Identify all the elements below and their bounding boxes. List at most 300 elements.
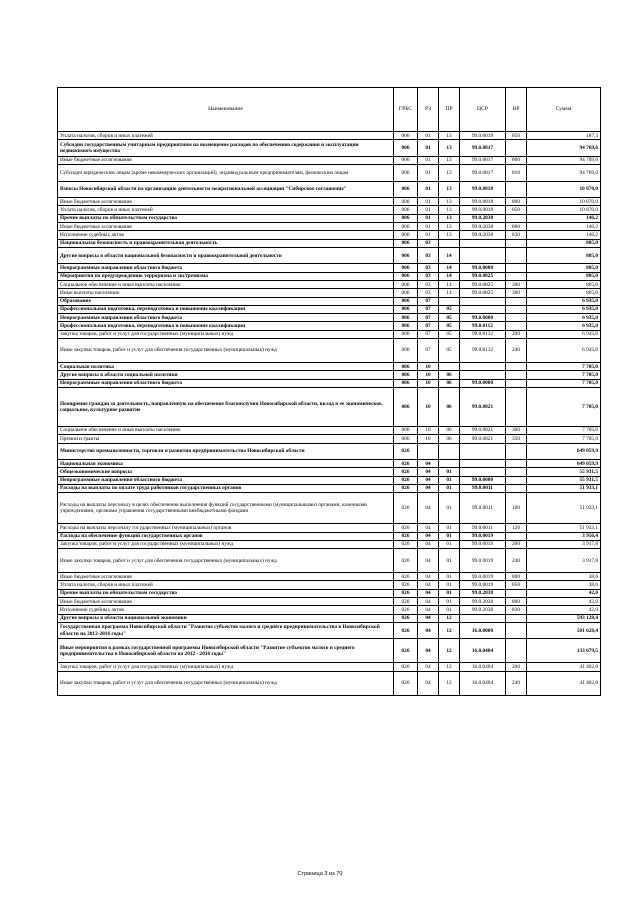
- cell-grbs: 006: [394, 132, 418, 140]
- cell-rz: 04: [418, 540, 439, 548]
- cell-name: Другие вопросы в области национальной экономики: [58, 614, 394, 622]
- cell-rz: 07: [418, 330, 439, 338]
- cell-csr: 99.0.0825: [460, 272, 506, 280]
- cell-vr: 360: [506, 289, 527, 297]
- cell-grbs: 006: [394, 280, 418, 288]
- cell-rz: 04: [418, 484, 439, 492]
- table-row: [58, 181, 601, 198]
- cell-vr: 800: [506, 222, 527, 230]
- cell-grbs: 006: [394, 435, 418, 443]
- cell-csr: 16.0.0404: [460, 663, 506, 671]
- cell-pr: 12: [439, 671, 460, 695]
- cell-csr: 99.0.0817: [460, 165, 506, 182]
- table-row: [58, 598, 601, 606]
- cell-rz: 04: [418, 663, 439, 671]
- cell-grbs: 006: [394, 339, 418, 363]
- cell-sum: 38,6: [527, 581, 601, 589]
- budget-table: [57, 87, 601, 696]
- cell-name: Взносы Новосибирской области на организацию деятельности межрегиональной ассоциации "Сибирское соглашение": [58, 181, 394, 198]
- cell-rz: 04: [418, 524, 439, 532]
- cell-rz: 10: [418, 426, 439, 434]
- cell-name: Уплата налогов, сборов и иных платежей: [58, 206, 394, 214]
- cell-csr: 99.0.0817: [460, 140, 506, 157]
- cell-name: Расходы на выплаты персоналу в целях обеспечения выполнения функций государственными (муниципальными) органами, казенными учреждениями, органами управления государственными внебюджетными фондами: [58, 493, 394, 524]
- cell-csr: [460, 363, 506, 371]
- cell-vr: 800: [506, 156, 527, 164]
- cell-csr: 99.0.0019: [460, 581, 506, 589]
- cell-rz: 07: [418, 314, 439, 322]
- cell-name: Прочие выплаты по обязательствам государства: [58, 589, 394, 597]
- cell-csr: 99.0.2038: [460, 598, 506, 606]
- table-row: [58, 443, 601, 460]
- cell-rz: 03: [418, 247, 439, 264]
- table-row: [58, 614, 601, 622]
- cell-pr: 14: [439, 289, 460, 297]
- table-row: [58, 305, 601, 313]
- cell-csr: [460, 305, 506, 313]
- cell-vr: 100: [506, 493, 527, 524]
- cell-name: Уплата налогов, сборов и иных платежей: [58, 132, 394, 140]
- table-row: [58, 247, 601, 264]
- cell-name: Непрограммные направления областного бюджета: [58, 379, 394, 387]
- cell-grbs: 026: [394, 493, 418, 524]
- cell-vr: [506, 297, 527, 305]
- table-row: [58, 206, 601, 214]
- table-row: [58, 426, 601, 434]
- cell-sum: 805,0: [527, 239, 601, 247]
- cell-grbs: 006: [394, 426, 418, 434]
- cell-pr: 01: [439, 581, 460, 589]
- cell-csr: [460, 460, 506, 468]
- table-row: [58, 264, 601, 272]
- cell-vr: 240: [506, 671, 527, 695]
- cell-name: Исполнение судебных актов: [58, 231, 394, 239]
- cell-csr: 99.0.0019: [460, 540, 506, 548]
- page-footer: Страница 3 из 70: [297, 871, 343, 877]
- cell-grbs: 006: [394, 330, 418, 338]
- cell-pr: 14: [439, 272, 460, 280]
- cell-pr: 13: [439, 132, 460, 140]
- cell-vr: [506, 140, 527, 157]
- cell-rz: 04: [418, 622, 439, 639]
- table-row: [58, 222, 601, 230]
- table-row: [58, 339, 601, 363]
- cell-grbs: 026: [394, 614, 418, 622]
- cell-name: Другие вопросы в области национальной безопасности и правоохранительной деятельности: [58, 247, 394, 264]
- cell-sum: 3 956,4: [527, 532, 601, 540]
- cell-csr: 99.0.0825: [460, 280, 506, 288]
- cell-vr: 200: [506, 330, 527, 338]
- cell-grbs: 026: [394, 540, 418, 548]
- cell-csr: 99.0.2038: [460, 231, 506, 239]
- cell-pr: [439, 460, 460, 468]
- cell-pr: 14: [439, 247, 460, 264]
- table-body: [58, 132, 601, 696]
- cell-grbs: 006: [394, 206, 418, 214]
- table-row: [58, 532, 601, 540]
- cell-vr: [506, 460, 527, 468]
- budget-table-container: [57, 87, 600, 696]
- cell-grbs: 026: [394, 476, 418, 484]
- cell-pr: [439, 297, 460, 305]
- cell-name: Непрограммные направления областного бюджета: [58, 476, 394, 484]
- table-row: [58, 606, 601, 614]
- cell-rz: 07: [418, 322, 439, 330]
- cell-name: Непрограммные направления областного бюджета: [58, 314, 394, 322]
- cell-name: Субсидии юридическим лицам (кроме некоммерческих организаций), индивидуальным предпринимателям, физическим лицам: [58, 165, 394, 182]
- cell-vr: [506, 314, 527, 322]
- cell-grbs: 006: [394, 222, 418, 230]
- table-row: [58, 297, 601, 305]
- cell-pr: 01: [439, 476, 460, 484]
- cell-name: Мероприятия по предупреждению терроризма и экстремизма: [58, 272, 394, 280]
- cell-grbs: 026: [394, 468, 418, 476]
- cell-csr: 99.0.0011: [460, 493, 506, 524]
- cell-grbs: 026: [394, 524, 418, 532]
- cell-grbs: 006: [394, 165, 418, 182]
- cell-pr: 12: [439, 614, 460, 622]
- cell-rz: 04: [418, 460, 439, 468]
- cell-rz: 03: [418, 280, 439, 288]
- cell-sum: 805,0: [527, 264, 601, 272]
- cell-grbs: 006: [394, 156, 418, 164]
- cell-vr: [506, 214, 527, 222]
- cell-pr: 12: [439, 639, 460, 663]
- cell-vr: [506, 264, 527, 272]
- cell-vr: [506, 305, 527, 313]
- table-row: [58, 581, 601, 589]
- table-row: [58, 156, 601, 164]
- cell-grbs: 026: [394, 639, 418, 663]
- cell-rz: 04: [418, 639, 439, 663]
- cell-sum: 805,0: [527, 289, 601, 297]
- cell-rz: 10: [418, 371, 439, 379]
- cell-sum: 649 059,9: [527, 460, 601, 468]
- cell-csr: 99.0.0112: [460, 330, 506, 338]
- cell-name: Профессиональная подготовка, переподготовка и повышение квалификации: [58, 322, 394, 330]
- cell-rz: 04: [418, 589, 439, 597]
- cell-pr: 13: [439, 231, 460, 239]
- cell-pr: 13: [439, 198, 460, 206]
- cell-pr: 13: [439, 214, 460, 222]
- cell-sum: 7 705,0: [527, 435, 601, 443]
- table-row: [58, 493, 601, 524]
- cell-grbs: 006: [394, 379, 418, 387]
- cell-rz: 01: [418, 198, 439, 206]
- cell-pr: 14: [439, 280, 460, 288]
- cell-pr: 06: [439, 387, 460, 426]
- cell-pr: 01: [439, 606, 460, 614]
- cell-name: Иные бюджетные ассигнования: [58, 222, 394, 230]
- cell-name: Министерство промышленности, торговли и развития предпринимательства Новосибирской области: [58, 443, 394, 460]
- cell-csr: 99.0.2038: [460, 214, 506, 222]
- cell-csr: 99.0.0818: [460, 198, 506, 206]
- table-row: [58, 272, 601, 280]
- cell-sum: 7 705,0: [527, 426, 601, 434]
- cell-rz: 07: [418, 305, 439, 313]
- cell-rz: 03: [418, 272, 439, 280]
- cell-pr: 01: [439, 468, 460, 476]
- cell-pr: [439, 239, 460, 247]
- cell-sum: 649 059,9: [527, 443, 601, 460]
- cell-csr: 99.0.2038: [460, 606, 506, 614]
- cell-sum: 51 933,1: [527, 493, 601, 524]
- header-csr: ЦСР: [460, 88, 506, 132]
- cell-pr: 06: [439, 426, 460, 434]
- cell-pr: 01: [439, 589, 460, 597]
- cell-rz: 01: [418, 222, 439, 230]
- cell-vr: 300: [506, 426, 527, 434]
- cell-rz: 01: [418, 132, 439, 140]
- cell-vr: [506, 379, 527, 387]
- cell-sum: 94 769,6: [527, 165, 601, 182]
- cell-sum: 94 769,6: [527, 156, 601, 164]
- table-row: [58, 468, 601, 476]
- cell-name: Иные закупки товаров, работ и услуг для обеспечения государственных (муниципальных) нужд: [58, 339, 394, 363]
- cell-grbs: 026: [394, 443, 418, 460]
- cell-pr: 01: [439, 540, 460, 548]
- cell-pr: 05: [439, 314, 460, 322]
- cell-rz: 10: [418, 363, 439, 371]
- cell-pr: 06: [439, 435, 460, 443]
- cell-sum: 7 705,0: [527, 363, 601, 371]
- table-row: [58, 231, 601, 239]
- cell-sum: 51 933,1: [527, 524, 601, 532]
- table-row: [58, 460, 601, 468]
- cell-rz: 04: [418, 468, 439, 476]
- cell-grbs: 006: [394, 214, 418, 222]
- cell-pr: 13: [439, 165, 460, 182]
- cell-sum: 805,0: [527, 247, 601, 264]
- cell-rz: 04: [418, 606, 439, 614]
- cell-rz: [418, 443, 439, 460]
- cell-name: Непрограммные направления областного бюджета: [58, 264, 394, 272]
- cell-csr: 99.0.0019: [460, 132, 506, 140]
- cell-grbs: 026: [394, 573, 418, 581]
- cell-grbs: 006: [394, 314, 418, 322]
- table-row: [58, 622, 601, 639]
- cell-sum: 133 679,5: [527, 639, 601, 663]
- cell-rz: 01: [418, 214, 439, 222]
- cell-grbs: 026: [394, 598, 418, 606]
- cell-sum: 6 935,0: [527, 330, 601, 338]
- cell-vr: 850: [506, 581, 527, 589]
- table-row: [58, 549, 601, 573]
- cell-grbs: 026: [394, 460, 418, 468]
- cell-sum: 42,0: [527, 598, 601, 606]
- cell-rz: 01: [418, 206, 439, 214]
- cell-vr: 200: [506, 663, 527, 671]
- cell-pr: 05: [439, 322, 460, 330]
- cell-grbs: 026: [394, 484, 418, 492]
- cell-csr: 99.0.0000: [460, 314, 506, 322]
- cell-pr: 13: [439, 222, 460, 230]
- cell-rz: 03: [418, 239, 439, 247]
- cell-vr: [506, 247, 527, 264]
- cell-rz: 03: [418, 264, 439, 272]
- cell-vr: [506, 484, 527, 492]
- cell-grbs: 006: [394, 322, 418, 330]
- cell-sum: 805,0: [527, 280, 601, 288]
- cell-name: Образование: [58, 297, 394, 305]
- cell-name: Общеэкономические вопросы: [58, 468, 394, 476]
- cell-pr: 01: [439, 532, 460, 540]
- cell-rz: 04: [418, 532, 439, 540]
- cell-csr: 99.0.0825: [460, 289, 506, 297]
- cell-pr: 12: [439, 663, 460, 671]
- cell-grbs: 026: [394, 549, 418, 573]
- cell-grbs: 006: [394, 181, 418, 198]
- cell-name: Премии и гранты: [58, 435, 394, 443]
- cell-name: Уплата налогов, сборов и иных платежей: [58, 581, 394, 589]
- cell-sum: 6 935,0: [527, 339, 601, 363]
- cell-vr: [506, 589, 527, 597]
- cell-csr: [460, 371, 506, 379]
- cell-pr: 01: [439, 524, 460, 532]
- cell-csr: 99.0.0821: [460, 387, 506, 426]
- cell-sum: 51 933,1: [527, 484, 601, 492]
- cell-sum: 805,0: [527, 272, 601, 280]
- table-row: [58, 589, 601, 597]
- cell-grbs: 006: [394, 272, 418, 280]
- cell-vr: [506, 363, 527, 371]
- cell-vr: [506, 622, 527, 639]
- cell-name: Другие вопросы в области социальной политики: [58, 371, 394, 379]
- cell-name: Исполнение судебных актов: [58, 606, 394, 614]
- cell-csr: [460, 614, 506, 622]
- cell-sum: 6 935,0: [527, 297, 601, 305]
- header-vr: ВР: [506, 88, 527, 132]
- cell-grbs: 006: [394, 387, 418, 426]
- table-row: [58, 322, 601, 330]
- cell-name: Прочие выплаты по обязательствам государства: [58, 214, 394, 222]
- cell-name: Иные закупки товаров, работ и услуг для обеспечения государственных (муниципальных) нужд: [58, 549, 394, 573]
- cell-pr: 01: [439, 573, 460, 581]
- cell-vr: [506, 322, 527, 330]
- cell-vr: [506, 387, 527, 426]
- table-row: [58, 639, 601, 663]
- cell-grbs: 026: [394, 606, 418, 614]
- cell-grbs: 026: [394, 671, 418, 695]
- cell-csr: [460, 468, 506, 476]
- cell-vr: [506, 639, 527, 663]
- cell-csr: 99.0.0818: [460, 181, 506, 198]
- cell-csr: 16.0.0404: [460, 639, 506, 663]
- cell-vr: [506, 443, 527, 460]
- cell-sum: 3 917,8: [527, 540, 601, 548]
- cell-grbs: 006: [394, 363, 418, 371]
- table-row: [58, 165, 601, 182]
- cell-csr: 99.0.0112: [460, 339, 506, 363]
- cell-csr: 16.0.0000: [460, 622, 506, 639]
- cell-vr: [506, 532, 527, 540]
- cell-grbs: 006: [394, 371, 418, 379]
- table-row: [58, 363, 601, 371]
- cell-name: Иные бюджетные ассигнования: [58, 598, 394, 606]
- cell-name: Государственная программа Новосибирской области "Развитие субъектов малого и среднего предпринимательства в Новосибирской области на 2012-2016 годы": [58, 622, 394, 639]
- cell-vr: 800: [506, 198, 527, 206]
- cell-vr: 800: [506, 573, 527, 581]
- cell-pr: 05: [439, 339, 460, 363]
- cell-vr: 350: [506, 435, 527, 443]
- cell-csr: 99.0.0019: [460, 532, 506, 540]
- cell-pr: 13: [439, 156, 460, 164]
- cell-vr: [506, 468, 527, 476]
- cell-sum: 187,3: [527, 132, 601, 140]
- cell-sum: 42,0: [527, 589, 601, 597]
- cell-pr: 12: [439, 622, 460, 639]
- cell-csr: [460, 239, 506, 247]
- cell-sum: 3 917,8: [527, 549, 601, 573]
- cell-grbs: 026: [394, 532, 418, 540]
- cell-pr: [439, 363, 460, 371]
- table-row: [58, 371, 601, 379]
- cell-pr: 06: [439, 379, 460, 387]
- cell-name: Иные бюджетные ассигнования: [58, 573, 394, 581]
- cell-csr: 99.0.0112: [460, 322, 506, 330]
- cell-name: Социальное обеспечение и иные выплаты населению: [58, 280, 394, 288]
- cell-vr: [506, 181, 527, 198]
- cell-sum: 7 705,0: [527, 371, 601, 379]
- table-row: [58, 387, 601, 426]
- table-row: [58, 524, 601, 532]
- cell-vr: 810: [506, 165, 527, 182]
- cell-vr: 850: [506, 132, 527, 140]
- cell-name: Расходы на обеспечение функций государственных органов: [58, 532, 394, 540]
- header-grbs: ГРБС: [394, 88, 418, 132]
- cell-sum: 55 931,5: [527, 476, 601, 484]
- cell-name: Закупка товаров, работ и услуг для государственных (муниципальных) нужд: [58, 663, 394, 671]
- cell-csr: 99.0.0821: [460, 435, 506, 443]
- cell-pr: 13: [439, 181, 460, 198]
- cell-rz: 01: [418, 140, 439, 157]
- cell-pr: 01: [439, 484, 460, 492]
- table-row: [58, 330, 601, 338]
- cell-vr: 240: [506, 339, 527, 363]
- cell-sum: 10 870,0: [527, 206, 601, 214]
- cell-pr: 06: [439, 371, 460, 379]
- cell-csr: [460, 443, 506, 460]
- cell-pr: 01: [439, 598, 460, 606]
- cell-name: Иные закупки товаров, работ и услуг для обеспечения государственных (муниципальных) нужд: [58, 671, 394, 695]
- cell-pr: [439, 443, 460, 460]
- cell-name: Поощрение граждан за деятельность, направленную на обеспечение благополучия Новосибирской области, вклад в ее экономическое, социальное, культурное развитие: [58, 387, 394, 426]
- cell-rz: 07: [418, 339, 439, 363]
- cell-name: Национальная безопасность и правоохранительная деятельность: [58, 239, 394, 247]
- cell-rz: 01: [418, 181, 439, 198]
- cell-pr: 01: [439, 493, 460, 524]
- cell-pr: 13: [439, 206, 460, 214]
- cell-rz: 07: [418, 297, 439, 305]
- cell-vr: [506, 272, 527, 280]
- table-row: [58, 484, 601, 492]
- cell-rz: 01: [418, 231, 439, 239]
- cell-csr: 16.0.0404: [460, 671, 506, 695]
- cell-sum: 146,2: [527, 231, 601, 239]
- cell-rz: 04: [418, 573, 439, 581]
- cell-rz: 01: [418, 156, 439, 164]
- cell-sum: 146,2: [527, 222, 601, 230]
- cell-rz: 10: [418, 387, 439, 426]
- cell-grbs: 006: [394, 231, 418, 239]
- cell-csr: 99.0.0011: [460, 524, 506, 532]
- cell-vr: 850: [506, 206, 527, 214]
- cell-sum: 10 870,0: [527, 181, 601, 198]
- cell-name: Социальная политика: [58, 363, 394, 371]
- cell-sum: 6 935,0: [527, 314, 601, 322]
- cell-pr: 13: [439, 140, 460, 157]
- cell-csr: 99.0.0000: [460, 264, 506, 272]
